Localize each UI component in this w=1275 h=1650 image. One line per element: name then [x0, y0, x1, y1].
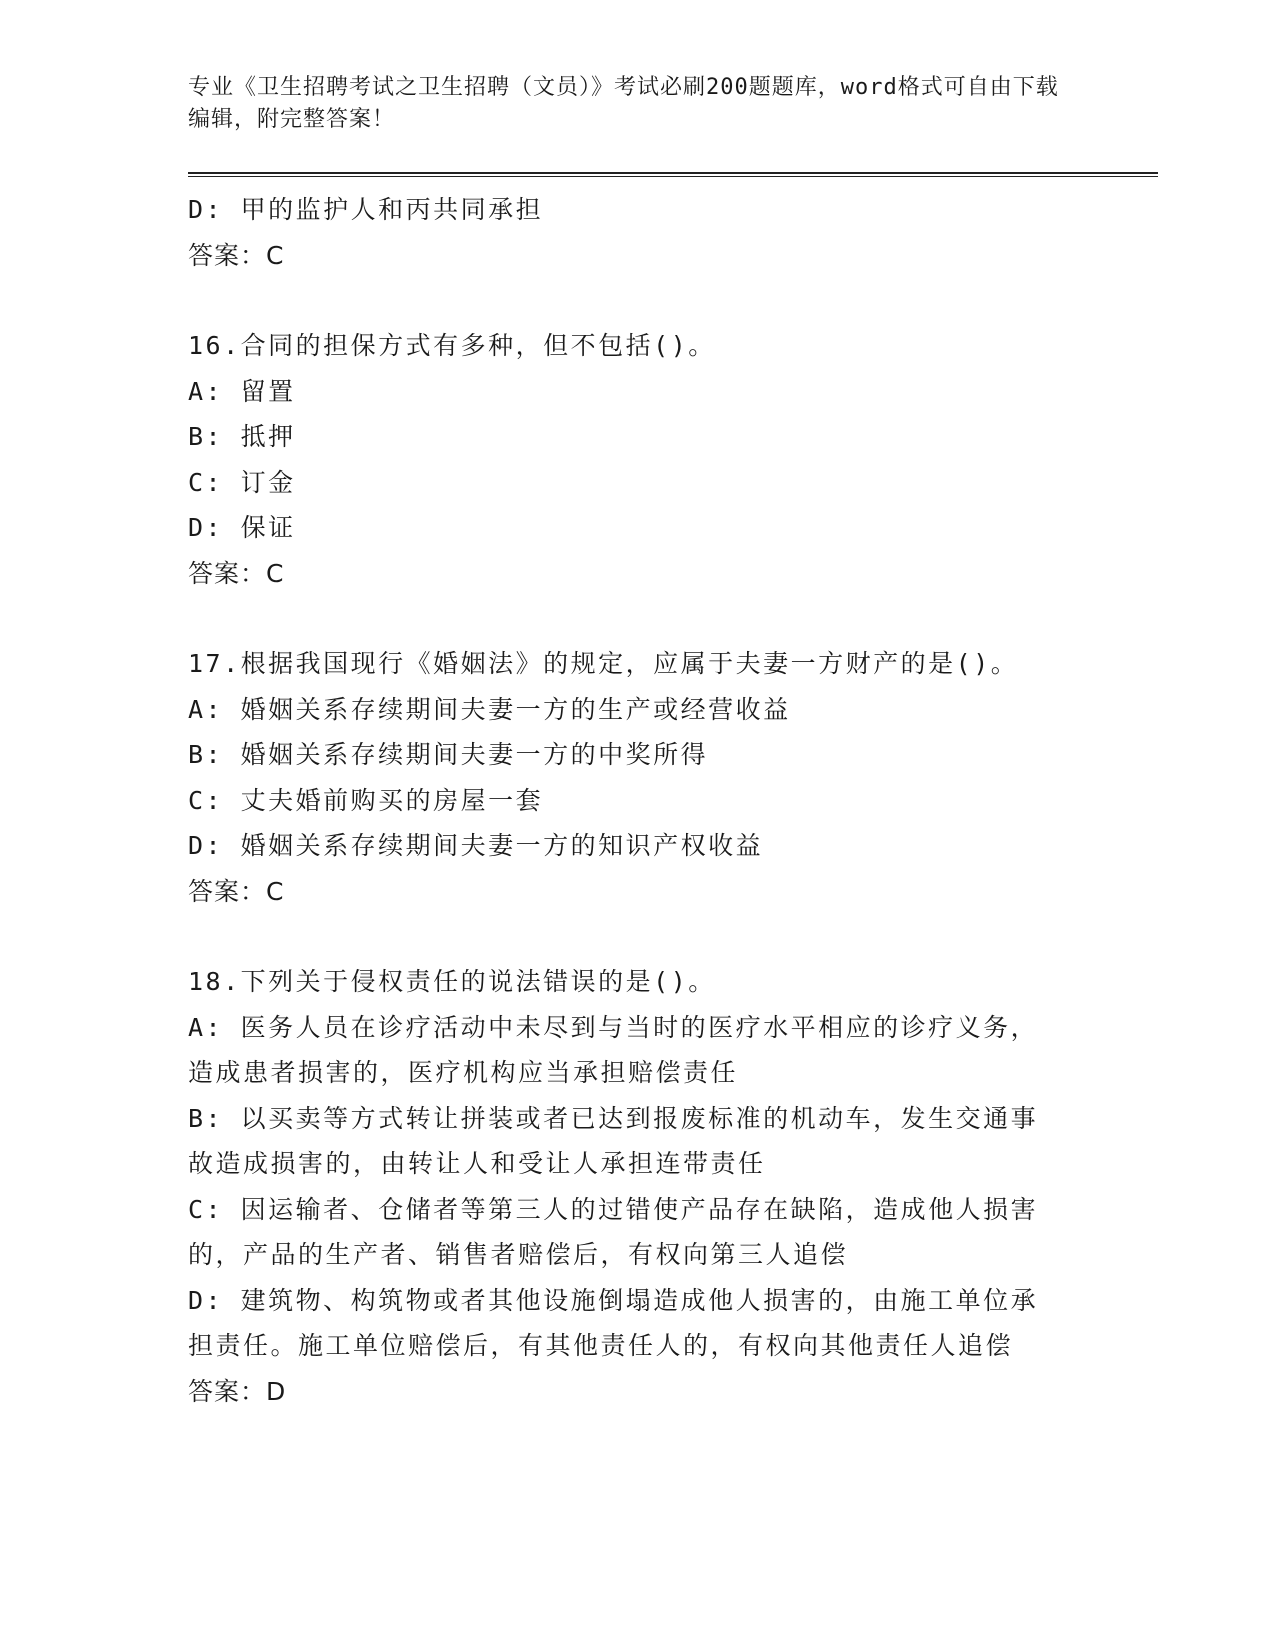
option-a: A: 婚姻关系存续期间夫妻一方的生产或经营收益 — [188, 694, 791, 724]
option-a: A: 医务人员在诊疗活动中未尽到与当时的医疗水平相应的诊疗义务， — [188, 1012, 1039, 1042]
question-stem: 18.下列关于侵权责任的说法错误的是()。 — [188, 967, 716, 996]
option-a: A: 留置 — [188, 376, 296, 406]
option-c: C: 订金 — [188, 467, 296, 497]
spacer — [188, 914, 1158, 959]
question-stem: 16.合同的担保方式有多种，但不包括()。 — [188, 331, 716, 360]
question-16 — [188, 323, 1158, 596]
document-page — [188, 72, 1158, 1414]
option-d: D: 保证 — [188, 513, 296, 542]
answer: 答案：C — [188, 558, 285, 588]
question-18 — [188, 959, 1158, 1414]
option-d: D: 婚姻关系存续期间夫妻一方的知识产权收益 — [188, 831, 764, 860]
answer: 答案：C — [188, 876, 285, 906]
option-d: D: 建筑物、构筑物或者其他设施倒塌造成他人损害的，由施工单位承 — [188, 1285, 1039, 1315]
prev-answer: 答案：C — [188, 240, 285, 270]
option-b-continued: 故造成损害的，由转让人和受让人承担连带责任 — [188, 1149, 766, 1178]
question-stem: 17.根据我国现行《婚姻法》的规定，应属于夫妻一方财产的是()。 — [188, 649, 1019, 678]
option-d-continued: 担责任。施工单位赔偿后，有其他责任人的，有权向其他责任人追偿 — [188, 1331, 1014, 1360]
header-divider — [188, 172, 1158, 177]
option-a-continued: 造成患者损害的，医疗机构应当承担赔偿责任 — [188, 1058, 739, 1087]
spacer — [188, 278, 1158, 323]
prev-option-d: D: 甲的监护人和丙共同承担 — [188, 195, 544, 224]
spacer — [188, 596, 1158, 641]
question-17 — [188, 641, 1158, 914]
option-c: C: 因运输者、仓储者等第三人的过错使产品存在缺陷，造成他人损害 — [188, 1194, 1039, 1224]
document-header: 专业《卫生招聘考试之卫生招聘（文员）》考试必刷200题题库，word格式可自由下载编辑，附完整答案！ — [188, 75, 1059, 132]
option-c-continued: 的，产品的生产者、销售者赔偿后，有权向第三人追偿 — [188, 1240, 849, 1269]
answer: 答案：D — [188, 1376, 287, 1406]
option-c: C: 丈夫婚前购买的房屋一套 — [188, 785, 544, 815]
question-list — [188, 187, 1158, 1414]
option-b: B: 婚姻关系存续期间夫妻一方的中奖所得 — [188, 740, 709, 769]
option-b: B: 抵押 — [188, 422, 296, 451]
option-b: B: 以买卖等方式转让拼装或者已达到报废标准的机动车，发生交通事 — [188, 1103, 1039, 1133]
